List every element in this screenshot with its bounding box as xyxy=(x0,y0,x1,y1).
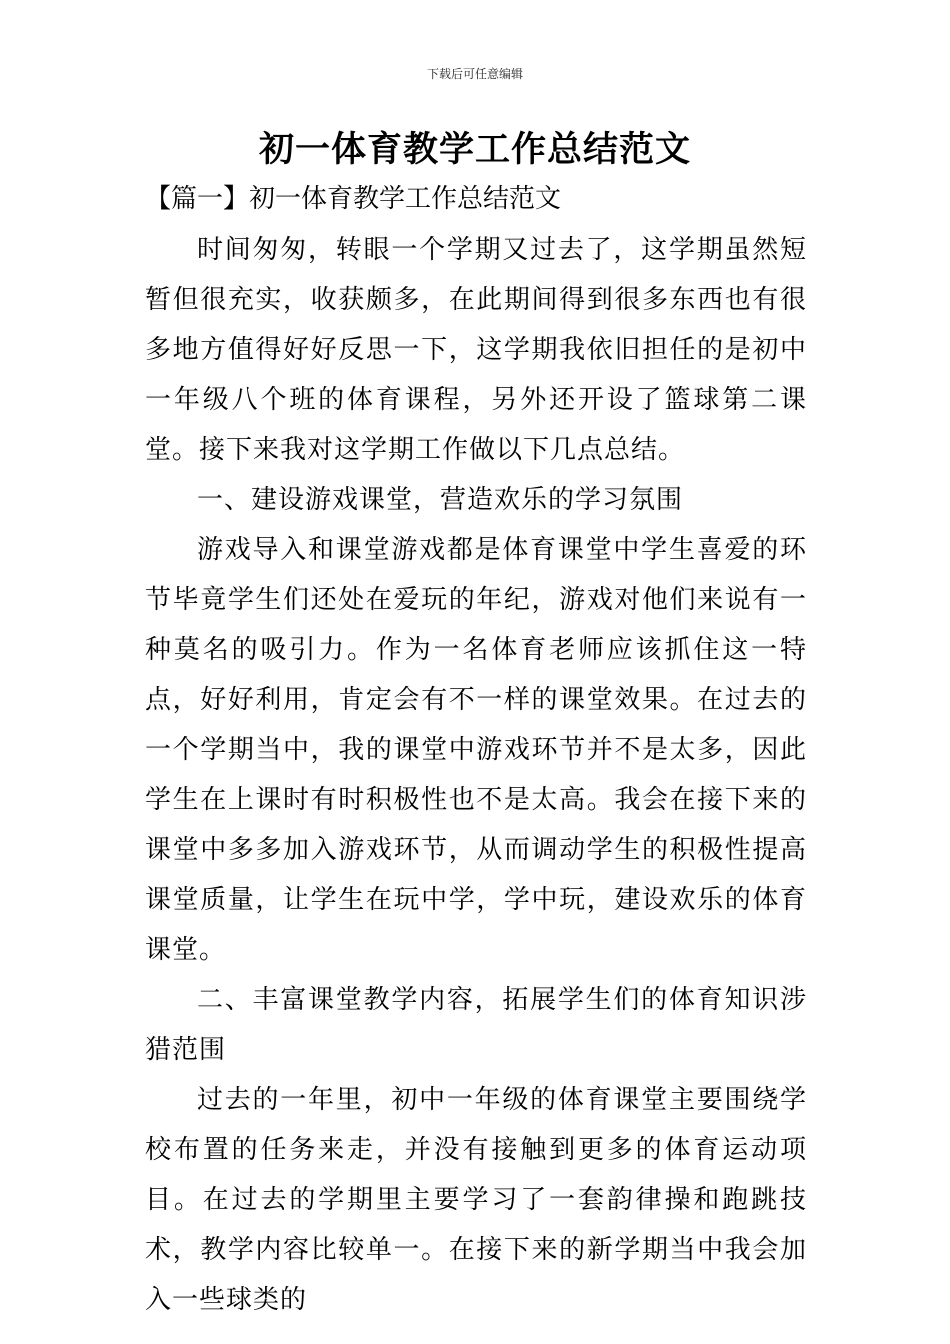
paragraph-intro: 时间匆匆，转眼一个学期又过去了，这学期虽然短暂但很充实，收获颇多，在此期间得到很多东西也有很多地方值得好好反思一下，这学期我依旧担任的是初中一年级八个班的体育课程，另外还开设了篮球第二课堂。接下来我对这学期工作做以下几点总结。 xyxy=(145,235,807,465)
paragraph-games: 游戏导入和课堂游戏都是体育课堂中学生喜爱的环节毕竟学生们还处在爱玩的年纪，游戏对他们来说有一种莫名的吸引力。作为一名体育老师应该抓住这一特点，好好利用，肯定会有不一样的课堂效果。在过去的一个学期当中，我的课堂中游戏环节并不是太多，因此学生在上课时有时积极性也不是太高。我会在接下来的课堂中多多加入游戏环节，从而调动学生的积极性提高课堂质量，让学生在玩中学，学中玩，建设欢乐的体育课堂。 xyxy=(145,535,807,965)
page-header-note: 下载后可任意编辑 xyxy=(426,67,523,81)
document-subtitle: 【篇一】初一体育教学工作总结范文 xyxy=(145,184,562,214)
paragraph-content: 过去的一年里，初中一年级的体育课堂主要围绕学校布置的任务来走，并没有接触到更多的体育运动项目。在过去的学期里主要学习了一套韵律操和跑跳技术，教学内容比较单一。在接下来的新学期当中我会加入一些球类的 xyxy=(145,1085,807,1315)
section-heading-1: 一、建设游戏课堂，营造欢乐的学习氛围 xyxy=(197,485,684,515)
document-body xyxy=(145,179,807,1325)
section-heading-2: 二、丰富课堂教学内容，拓展学生们的体育知识涉猎范围 xyxy=(145,985,807,1065)
document-title: 初一体育教学工作总结范文 xyxy=(258,129,691,170)
